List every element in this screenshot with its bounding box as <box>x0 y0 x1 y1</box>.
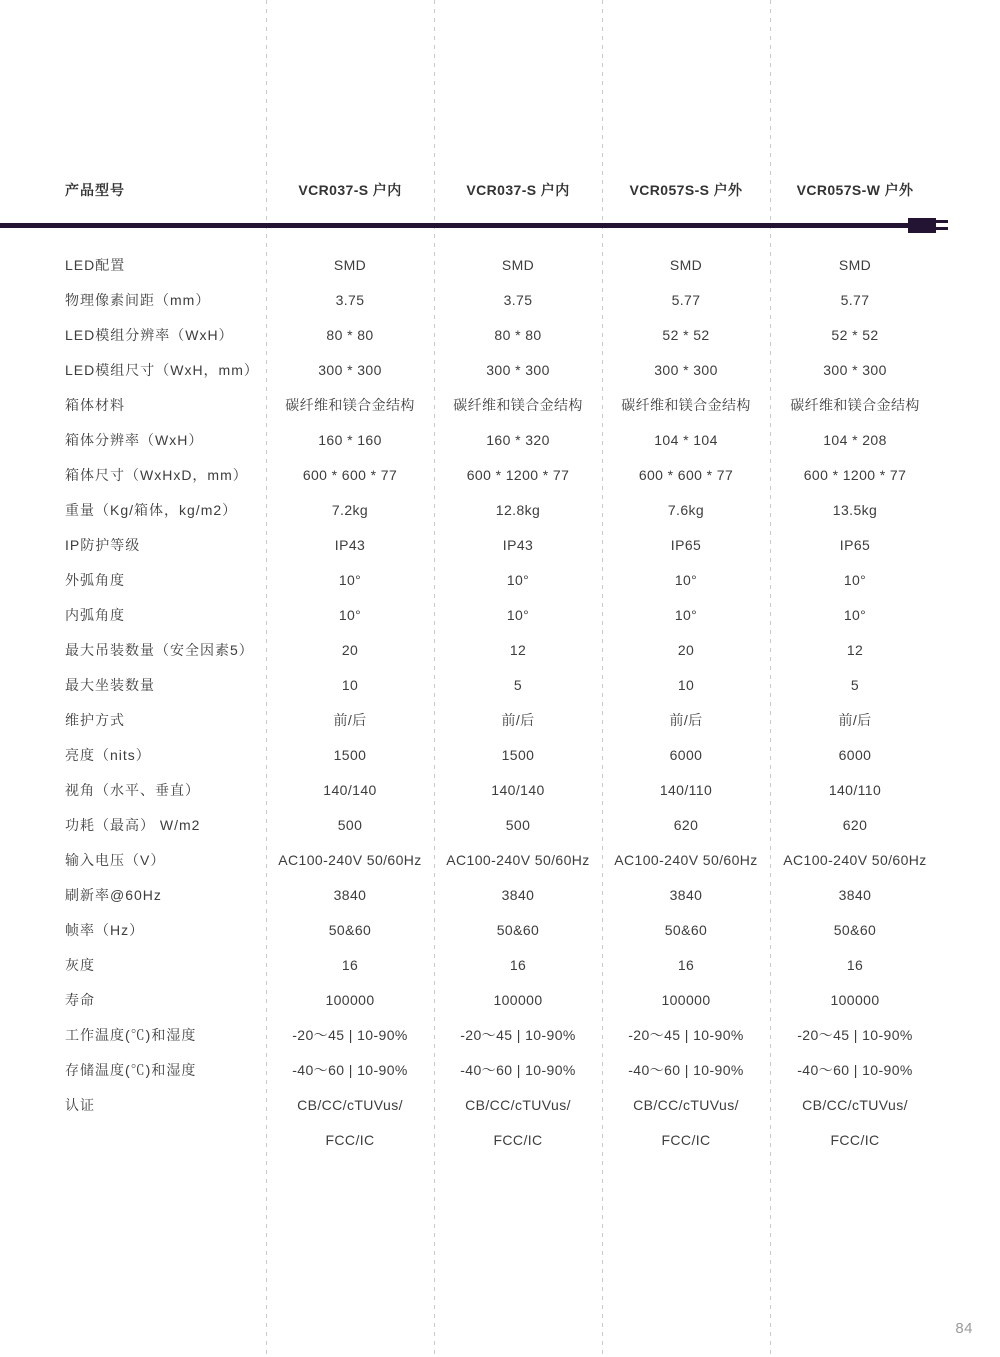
spec-cell: 80 * 80 <box>494 326 542 343</box>
spec-row <box>0 457 940 492</box>
spec-cell: SMD <box>333 256 367 273</box>
spec-cell: 140/110 <box>659 781 713 798</box>
spec-row <box>0 1017 940 1052</box>
spec-row-label: 认证 <box>65 1096 95 1113</box>
spec-cell: 600 * 1200 * 77 <box>466 466 570 483</box>
spec-cell: 50&60 <box>496 921 540 938</box>
spec-cell: 5 <box>850 676 860 693</box>
spec-cell: -40～60 | 10-90% <box>797 1061 913 1078</box>
spec-cell: 20 <box>341 641 359 658</box>
spec-cell: 1500 <box>501 746 535 763</box>
spec-row <box>0 562 940 597</box>
spec-cell: 1500 <box>333 746 367 763</box>
spec-row-label: IP防护等级 <box>65 536 141 553</box>
spec-cell: 6000 <box>838 746 872 763</box>
header-column-4: VCR057S-W 户外 <box>796 182 914 198</box>
spec-cell: 100000 <box>325 991 375 1008</box>
spec-cell: 620 <box>842 816 868 833</box>
spec-row-label: 帧率（Hz） <box>65 921 145 938</box>
spec-cell: 12 <box>846 641 864 658</box>
header-column-1: VCR037-S 户内 <box>298 182 402 198</box>
spec-cell: 6000 <box>669 746 703 763</box>
spec-cell: 16 <box>509 956 527 973</box>
spec-row-label: 重量（Kg/箱体，kg/m2） <box>65 501 238 518</box>
spec-row <box>0 422 940 457</box>
spec-row-label: LED模组分辨率（WxH） <box>65 326 234 343</box>
spec-cell: IP43 <box>334 536 366 553</box>
spec-cell: 104 * 104 <box>654 431 718 448</box>
spec-cell: FCC/IC <box>493 1131 543 1148</box>
spec-table-header <box>0 172 940 208</box>
spec-row-label: 最大吊装数量（安全因素5） <box>65 641 254 658</box>
spec-row <box>0 807 940 842</box>
spec-cell: 160 * 320 <box>486 431 550 448</box>
spec-cell: 10° <box>338 571 362 588</box>
spec-cell: 50&60 <box>664 921 708 938</box>
spec-cell: 12 <box>509 641 527 658</box>
spec-cell: 10 <box>341 676 359 693</box>
header-column-3: VCR057S-S 户外 <box>629 182 743 198</box>
spec-cell: 前/后 <box>838 711 872 728</box>
spec-cell: -40～60 | 10-90% <box>292 1061 408 1078</box>
spec-row <box>0 702 940 737</box>
spec-row <box>0 772 940 807</box>
spec-cell: 16 <box>846 956 864 973</box>
spec-cell: 300 * 300 <box>823 361 887 378</box>
spec-row-label: 寿命 <box>65 991 95 1008</box>
spec-row-label: 视角（水平、垂直） <box>65 781 200 798</box>
spec-cell: 300 * 300 <box>318 361 382 378</box>
spec-row <box>0 1052 940 1087</box>
spec-cell: 500 <box>337 816 363 833</box>
spec-cell: 160 * 160 <box>318 431 382 448</box>
spec-cell: FCC/IC <box>830 1131 880 1148</box>
spec-cell: 10° <box>843 606 867 623</box>
header-column-2: VCR037-S 户内 <box>466 182 570 198</box>
spec-cell: 500 <box>505 816 531 833</box>
spec-cell: 104 * 208 <box>823 431 887 448</box>
spec-cell: IP65 <box>670 536 702 553</box>
spec-row <box>0 1087 940 1122</box>
spec-cell: AC100-240V 50/60Hz <box>446 851 590 868</box>
spec-cell: AC100-240V 50/60Hz <box>783 851 927 868</box>
spec-row-label: 外弧角度 <box>65 571 125 588</box>
spec-cell: 300 * 300 <box>654 361 718 378</box>
spec-cell: 13.5kg <box>832 501 878 518</box>
spec-cell: 碳纤维和镁合金结构 <box>285 396 415 413</box>
spec-cell: 10° <box>674 606 698 623</box>
spec-cell: AC100-240V 50/60Hz <box>278 851 422 868</box>
spec-row-label: 输入电压（V） <box>65 851 166 868</box>
spec-cell: 7.2kg <box>331 501 369 518</box>
spec-row-label: 内弧角度 <box>65 606 125 623</box>
spec-cell: 前/后 <box>501 711 535 728</box>
spec-row-label: 亮度（nits） <box>65 746 151 763</box>
spec-row-label: 存储温度(℃)和湿度 <box>65 1061 197 1078</box>
spec-cell: -20～45 | 10-90% <box>628 1026 744 1043</box>
spec-row-label: 刷新率@60Hz <box>65 886 162 903</box>
spec-cell: 3.75 <box>335 291 365 308</box>
spec-cell: 12.8kg <box>495 501 541 518</box>
spec-cell: SMD <box>669 256 703 273</box>
spec-row <box>0 667 940 702</box>
spec-cell: -20～45 | 10-90% <box>460 1026 576 1043</box>
spec-cell: 3840 <box>838 886 872 903</box>
spec-cell: 600 * 600 * 77 <box>638 466 734 483</box>
spec-row <box>0 597 940 632</box>
spec-cell: 前/后 <box>333 711 367 728</box>
spec-cell: 140/140 <box>491 781 545 798</box>
spec-cell: 10° <box>338 606 362 623</box>
spec-cell: CB/CC/cTUVus/ <box>633 1096 739 1113</box>
spec-cell: 600 * 1200 * 77 <box>803 466 907 483</box>
spec-cell: 16 <box>341 956 359 973</box>
spec-cell: 3840 <box>669 886 703 903</box>
spec-cell: 100000 <box>493 991 543 1008</box>
spec-cell: 碳纤维和镁合金结构 <box>790 396 920 413</box>
spec-cell: 3840 <box>333 886 367 903</box>
spec-cell: -20～45 | 10-90% <box>797 1026 913 1043</box>
spec-cell: 600 * 600 * 77 <box>302 466 398 483</box>
spec-row <box>0 352 940 387</box>
spec-cell: -40～60 | 10-90% <box>628 1061 744 1078</box>
spec-cell: AC100-240V 50/60Hz <box>614 851 758 868</box>
spec-row <box>0 877 940 912</box>
spec-row <box>0 492 940 527</box>
spec-cell: -20～45 | 10-90% <box>292 1026 408 1043</box>
header-product-model-label: 产品型号 <box>65 182 125 198</box>
spec-cell: 100000 <box>830 991 880 1008</box>
spec-cell: 100000 <box>661 991 711 1008</box>
spec-row-label: LED模组尺寸（WxH，mm） <box>65 361 259 378</box>
spec-cell: 20 <box>677 641 695 658</box>
spec-cell: 碳纤维和镁合金结构 <box>621 396 751 413</box>
spec-row <box>0 1122 940 1157</box>
spec-cell: FCC/IC <box>661 1131 711 1148</box>
spec-row-label: LED配置 <box>65 256 126 273</box>
spec-cell: 5.77 <box>671 291 701 308</box>
spec-cell: 5.77 <box>840 291 870 308</box>
spec-cell: 3.75 <box>503 291 533 308</box>
spec-row-label: 功耗（最高） W/m2 <box>65 816 201 833</box>
spec-cell: 7.6kg <box>667 501 705 518</box>
spec-cell: 50&60 <box>328 921 372 938</box>
spec-row <box>0 317 940 352</box>
spec-cell: IP65 <box>839 536 871 553</box>
header-divider-line <box>0 223 914 228</box>
spec-row <box>0 282 940 317</box>
spec-cell: 10° <box>674 571 698 588</box>
spec-cell: 16 <box>677 956 695 973</box>
spec-cell: 140/110 <box>828 781 882 798</box>
spec-cell: 前/后 <box>669 711 703 728</box>
spec-cell: CB/CC/cTUVus/ <box>465 1096 571 1113</box>
spec-cell: 50&60 <box>833 921 877 938</box>
spec-row <box>0 947 940 982</box>
spec-row-label: 物理像素间距（mm） <box>65 291 211 308</box>
spec-row-label: 工作温度(℃)和湿度 <box>65 1026 197 1043</box>
spec-cell: 52 * 52 <box>831 326 879 343</box>
spec-row <box>0 912 940 947</box>
spec-row <box>0 982 940 1017</box>
spec-row-label: 箱体分辨率（WxH） <box>65 431 204 448</box>
spec-cell: SMD <box>838 256 872 273</box>
spec-row <box>0 247 940 282</box>
spec-cell: 140/140 <box>323 781 377 798</box>
spec-row <box>0 737 940 772</box>
spec-cell: 300 * 300 <box>486 361 550 378</box>
spec-row-label: 最大坐装数量 <box>65 676 155 693</box>
spec-row-label: 灰度 <box>65 956 95 973</box>
spec-cell: 3840 <box>501 886 535 903</box>
spec-cell: FCC/IC <box>325 1131 375 1148</box>
spec-cell: 碳纤维和镁合金结构 <box>453 396 583 413</box>
spec-cell: -40～60 | 10-90% <box>460 1061 576 1078</box>
spec-cell: 10° <box>843 571 867 588</box>
spec-row-label: 箱体材料 <box>65 396 125 413</box>
spec-row <box>0 632 940 667</box>
spec-row <box>0 842 940 877</box>
spec-row-label: 箱体尺寸（WxHxD，mm） <box>65 466 248 483</box>
spec-cell: CB/CC/cTUVus/ <box>802 1096 908 1113</box>
spec-cell: 10 <box>677 676 695 693</box>
spec-cell: 80 * 80 <box>326 326 374 343</box>
spec-cell: 10° <box>506 606 530 623</box>
spec-cell: 10° <box>506 571 530 588</box>
spec-row <box>0 387 940 422</box>
spec-table-body <box>0 247 940 1157</box>
spec-cell: 620 <box>673 816 699 833</box>
page-number: 84 <box>955 1320 973 1337</box>
spec-cell: 52 * 52 <box>662 326 710 343</box>
spec-row-label: 维护方式 <box>65 711 125 728</box>
spec-row <box>0 527 940 562</box>
spec-cell: CB/CC/cTUVus/ <box>297 1096 403 1113</box>
spec-cell: IP43 <box>502 536 534 553</box>
spec-cell: 5 <box>513 676 523 693</box>
spec-cell: SMD <box>501 256 535 273</box>
